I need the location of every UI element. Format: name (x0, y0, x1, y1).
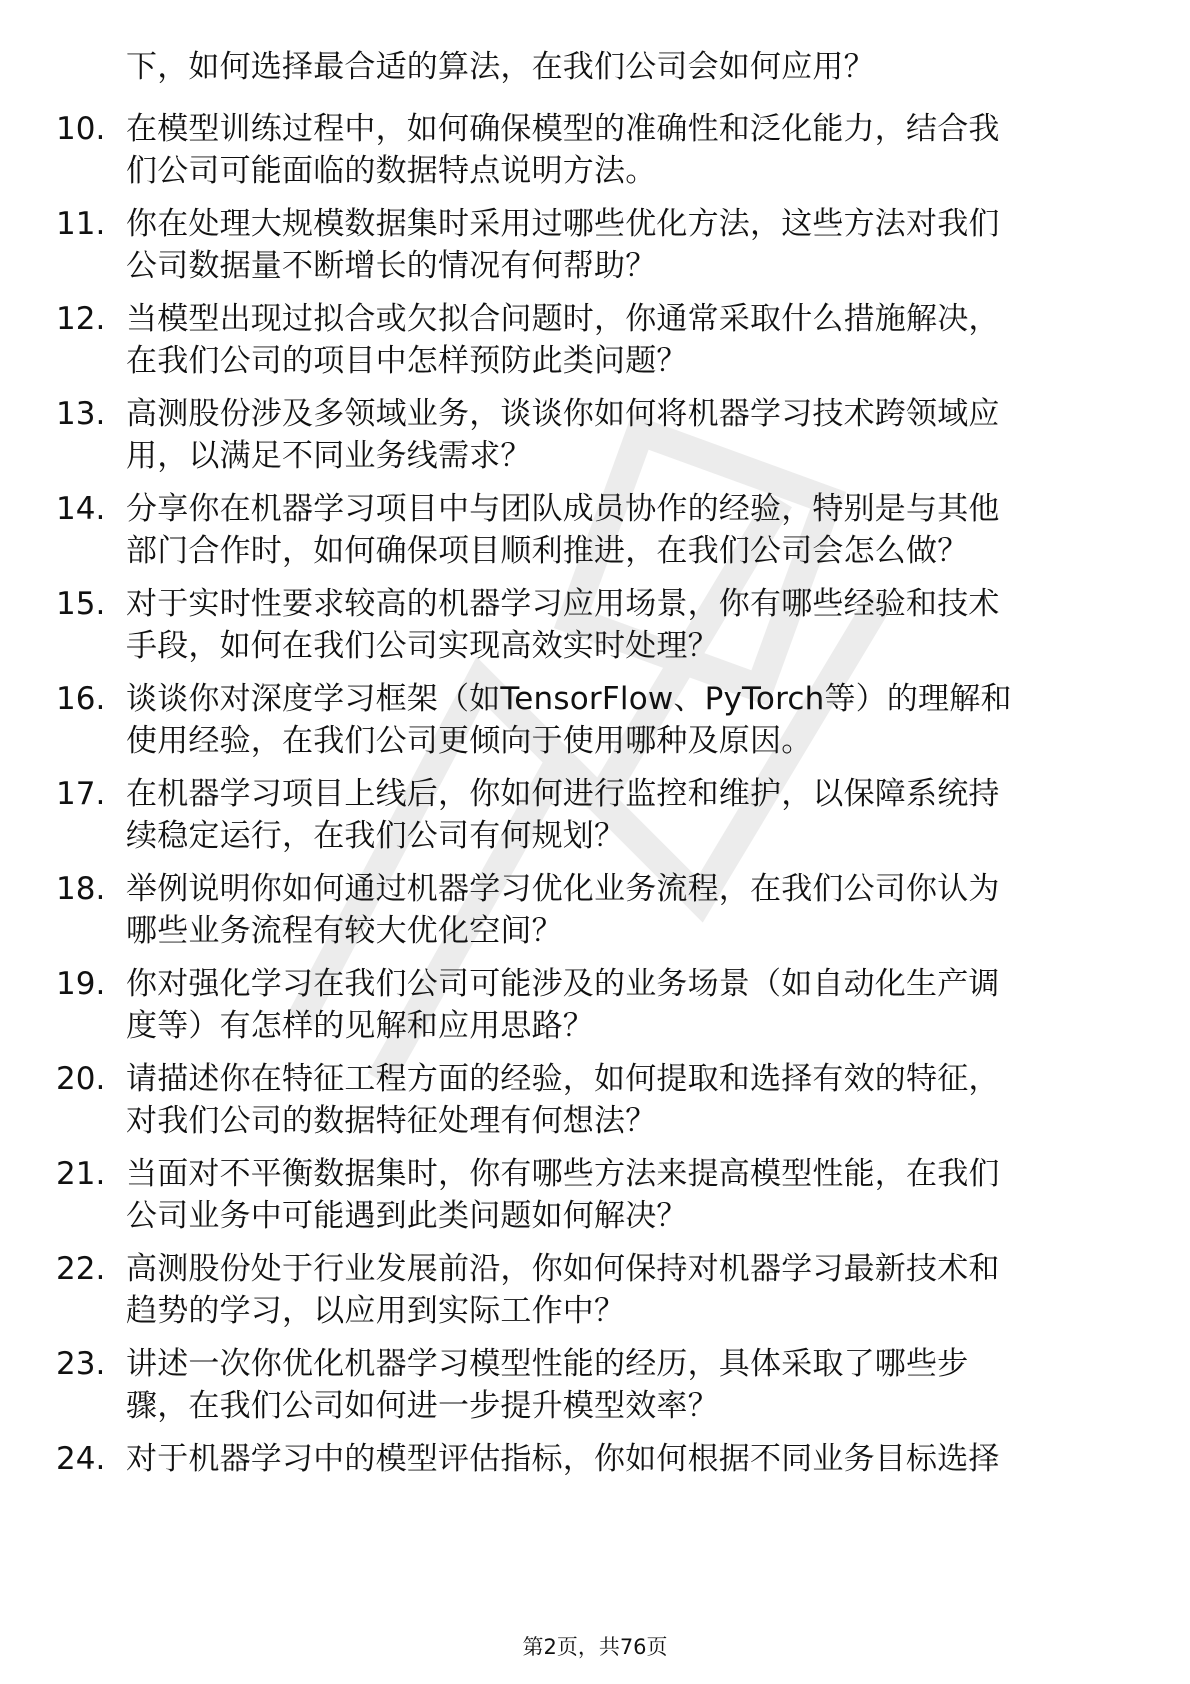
question-number: 19. (56, 966, 106, 1002)
question-line-1: 在模型训练过程中，如何确保模型的准确性和泛化能力，结合我 (126, 111, 1000, 147)
question-number: 15. (56, 586, 106, 622)
question-line-1: 你对强化学习在我们公司可能涉及的业务场景（如自动化生产调 (126, 966, 1000, 1002)
question-line-2: 用，以满足不同业务线需求？ (126, 438, 532, 474)
question-line-2: 手段，如何在我们公司实现高效实时处理？ (126, 628, 719, 664)
question-line-1: 请描述你在特征工程方面的经验，如何提取和选择有效的特征， (126, 1061, 1000, 1097)
question-line-2: 公司业务中可能遇到此类问题如何解决？ (126, 1198, 688, 1234)
question-number: 18. (56, 871, 106, 907)
question-number: 21. (56, 1156, 106, 1192)
question-line-2: 骤，在我们公司如何进一步提升模型效率？ (126, 1388, 719, 1424)
question-line-2: 公司数据量不断增长的情况有何帮助？ (126, 248, 657, 284)
question-number: 10. (56, 111, 106, 147)
question-number: 20. (56, 1061, 106, 1097)
question-line-2: 们公司可能面临的数据特点说明方法。 (126, 153, 657, 189)
question-number: 22. (56, 1251, 106, 1287)
question-line-2: 部门合作时，如何确保项目顺利推进，在我们公司会怎么做？ (126, 533, 969, 569)
question-line-1: 讲述一次你优化机器学习模型性能的经历，具体采取了哪些步 (126, 1346, 969, 1382)
question-line-1: 在机器学习项目上线后，你如何进行监控和维护，以保障系统持 (126, 776, 1000, 812)
question-line-1: 分享你在机器学习项目中与团队成员协作的经验，特别是与其他 (126, 491, 1000, 527)
question-number: 23. (56, 1346, 106, 1382)
question-number: 12. (56, 301, 106, 337)
question-line-1: 当面对不平衡数据集时，你有哪些方法来提高模型性能，在我们 (126, 1156, 1000, 1192)
question-line-2: 在我们公司的项目中怎样预防此类问题？ (126, 343, 688, 379)
question-line-2: 对我们公司的数据特征处理有何想法？ (126, 1103, 657, 1139)
question-number: 11. (56, 206, 106, 242)
question-line-1: 对于实时性要求较高的机器学习应用场景，你有哪些经验和技术 (126, 586, 1000, 622)
question-number: 13. (56, 396, 106, 432)
continuation-line: 下，如何选择最合适的算法，在我们公司会如何应用？ (126, 49, 875, 85)
question-line-2: 哪些业务流程有较大优化空间？ (126, 913, 563, 949)
question-line-1: 高测股份处于行业发展前沿，你如何保持对机器学习最新技术和 (126, 1251, 1000, 1287)
question-line-2: 度等）有怎样的见解和应用思路？ (126, 1008, 594, 1044)
question-line-1: 你在处理大规模数据集时采用过哪些优化方法，这些方法对我们 (126, 206, 1000, 242)
question-line-2: 续稳定运行，在我们公司有何规划？ (126, 818, 626, 854)
question-number: 17. (56, 776, 106, 812)
question-line-2: 趋势的学习，以应用到实际工作中？ (126, 1293, 626, 1329)
question-line-1: 高测股份涉及多领域业务，谈谈你如何将机器学习技术跨领域应 (126, 396, 1000, 432)
question-line-1: 举例说明你如何通过机器学习优化业务流程，在我们公司你认为 (126, 871, 1000, 907)
question-line-1: 谈谈你对深度学习框架（如TensorFlow、PyTorch等）的理解和 (126, 681, 1012, 717)
question-number: 14. (56, 491, 106, 527)
question-number: 16. (56, 681, 106, 717)
page-footer: 第2页，共76页 (522, 1635, 668, 1659)
question-line-1: 当模型出现过拟合或欠拟合问题时，你通常采取什么措施解决， (126, 301, 1000, 337)
question-line-2: 使用经验，在我们公司更倾向于使用哪种及原因。 (126, 723, 813, 759)
question-line-1: 对于机器学习中的模型评估指标，你如何根据不同业务目标选择 (126, 1441, 1000, 1477)
question-number: 24. (56, 1441, 106, 1477)
